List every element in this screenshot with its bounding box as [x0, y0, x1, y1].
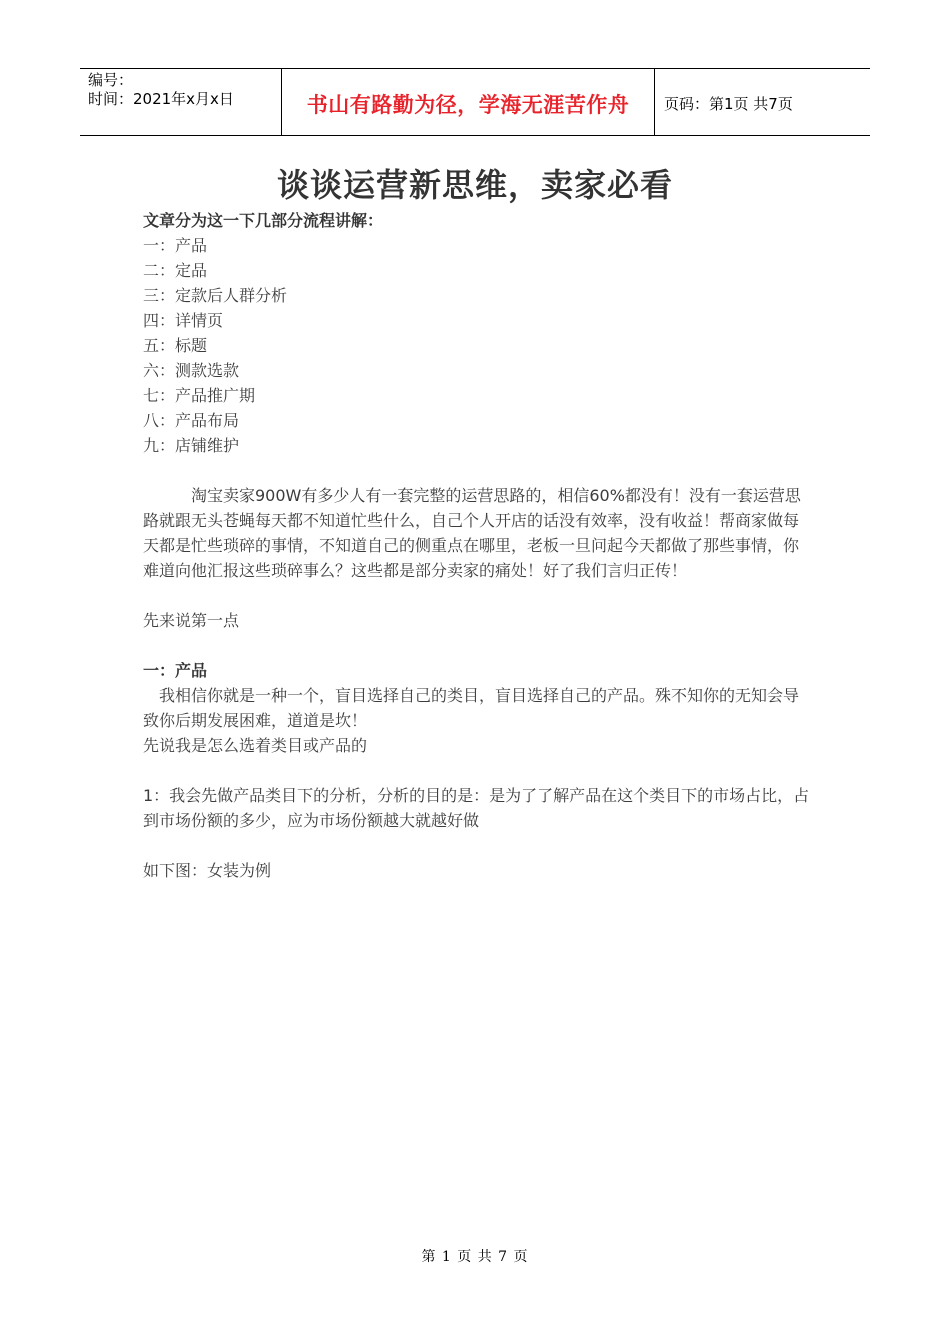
- intro-heading: 文章分为这一下几部分流程讲解：: [143, 211, 384, 230]
- outline-item: 三：定款后人群分析: [143, 286, 288, 305]
- page-footer: 第 1 页 共 7 页: [421, 1249, 529, 1265]
- document-body: [143, 208, 811, 883]
- outline-item: 五：标题: [143, 336, 208, 355]
- spacer: [143, 758, 811, 783]
- section-1-line: 先说我是怎么选着类目或产品的: [143, 736, 368, 755]
- page-header: [80, 68, 870, 136]
- header-motto: 书山有路勤为径，学海无涯苦作舟: [306, 92, 630, 117]
- outline-item: 六：测款选款: [143, 361, 240, 380]
- spacer: [143, 833, 811, 858]
- spacer: [143, 633, 811, 658]
- document-title: 谈谈运营新思维，卖家必看: [276, 166, 673, 204]
- outline-item: 一：产品: [143, 236, 208, 255]
- example-line: 如下图：女装为例: [143, 861, 272, 880]
- number-label: 编号：: [88, 71, 134, 89]
- section-1-paragraph: 我相信你就是一种一个，盲目选择自己的类目，盲目选择自己的产品。殊不知你的无知会导致你后期发展困难，道道是坎！: [143, 686, 800, 730]
- outline-item: 四：详情页: [143, 311, 224, 330]
- first-point-line: 先来说第一点: [143, 611, 240, 630]
- time-label: 时间：2021年x月x日: [88, 90, 234, 108]
- outline-item: 八：产品布局: [143, 411, 240, 430]
- outline-item: 七：产品推广期: [143, 386, 256, 405]
- header-divider-right: [654, 69, 655, 135]
- outline-item: 二：定品: [143, 261, 208, 280]
- step-1-paragraph: 1：我会先做产品类目下的分析，分析的目的是：是为了了解产品在这个类目下的市场占比，占到市场份额的多少，应为市场份额越大就越好做: [143, 786, 810, 830]
- header-page-info: 页码：第1页 共7页: [664, 95, 793, 113]
- intro-paragraph: 淘宝卖家900W有多少人有一套完整的运营思路的，相信60%都没有！没有一套运营思路就跟无头苍蝇每天都不知道忙些什么，自己个人开店的话没有效率，没有收益！帮商家做每天都是忙些琐碎的事情，不知道自己的侧重点在哪里，老板一旦问起今天都做了那些事情，你难道向他汇报这些琐碎事么？这些都是部分卖家的痛处！好了我们言归正传！: [143, 486, 801, 580]
- spacer: [143, 458, 811, 483]
- spacer: [143, 583, 811, 608]
- section-1-heading: 一：产品: [143, 661, 208, 680]
- header-meta: [88, 71, 234, 109]
- outline-item: 九：店铺维护: [143, 436, 240, 455]
